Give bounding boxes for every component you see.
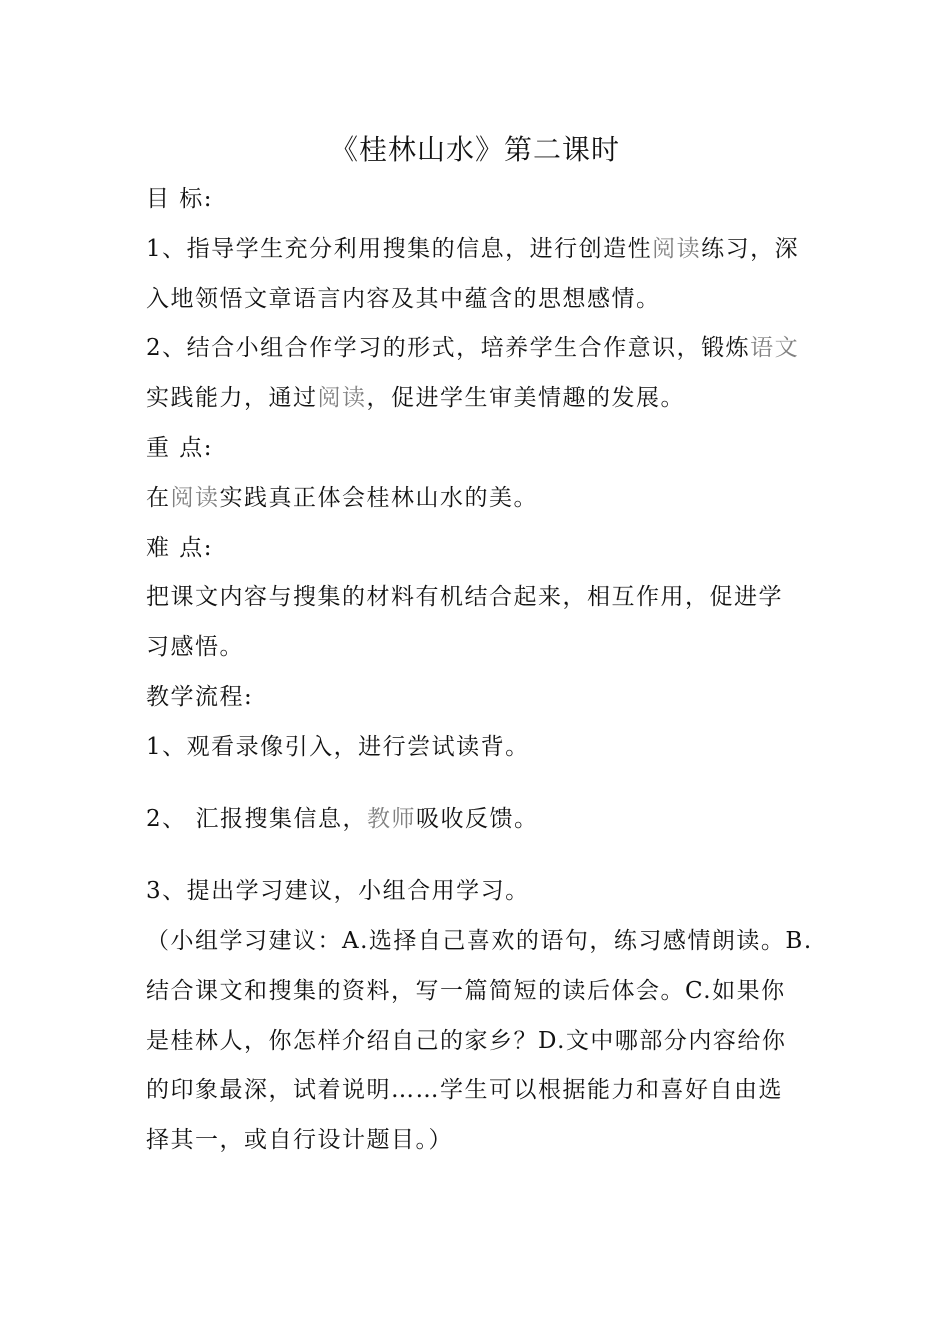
step-3: 3、提出学习建议，小组合用学习。	[146, 878, 530, 904]
teacher-link[interactable]: 教师	[366, 806, 416, 832]
goal-2-line-2	[146, 381, 816, 415]
process-heading: 教学流程:	[146, 684, 254, 710]
goal-2-line-1	[146, 331, 816, 365]
step-2-text-b: 吸收反馈。	[415, 806, 539, 832]
goal-1-text-b: 练习，深	[701, 236, 800, 262]
goal-1-text-a: 1、指导学生充分利用搜集的信息，进行创造性	[146, 236, 653, 262]
suggestion-line-3: 是桂林人，你怎样介绍自己的家乡？D.文中哪部分内容给你	[146, 1028, 787, 1054]
suggestion-line-1: （小组学习建议：A.选择自己喜欢的语句，练习感情朗读。B.	[146, 928, 813, 954]
chinese-subject-link[interactable]: 语文	[750, 335, 800, 361]
goal-2-text-b: 实践能力，通过	[146, 385, 318, 411]
difficulty-line-2: 习感悟。	[146, 634, 244, 660]
goal-heading: 目 标:	[146, 186, 214, 212]
step-2-text-a: 2、 汇报搜集信息，	[146, 806, 367, 832]
difficulty-line-1: 把课文内容与搜集的材料有机结合起来，相互作用，促进学	[146, 584, 783, 610]
goal-1-line-1	[146, 232, 816, 266]
difficulty-heading: 难 点:	[146, 535, 214, 561]
suggestion-line-4: 的印象最深，试着说明……学生可以根据能力和喜好自由选	[146, 1077, 783, 1103]
step-1: 1、观看录像引入，进行尝试读背。	[146, 734, 530, 760]
reading-link[interactable]: 阅读	[652, 236, 702, 262]
key-text-b: 实践真正体会桂林山水的美。	[219, 485, 538, 511]
document-title: 《桂林山水》第二课时	[329, 133, 620, 166]
suggestion-line-5: 择其一，或自行设计题目。）	[146, 1127, 453, 1153]
key-heading: 重 点:	[146, 435, 214, 461]
reading-link[interactable]: 阅读	[170, 485, 220, 511]
key-line	[146, 481, 816, 515]
goal-2-text-a: 2、结合小组合作学习的形式，培养学生合作意识，锻炼	[146, 335, 751, 361]
suggestion-line-2: 结合课文和搜集的资料，写一篇简短的读后体会。C.如果你	[146, 978, 786, 1004]
goal-1-line-2: 入地领悟文章语言内容及其中蕴含的思想感情。	[146, 286, 661, 312]
goal-2-text-c: ，促进学生审美情趣的发展。	[366, 385, 685, 411]
key-text-a: 在	[146, 485, 171, 511]
reading-link[interactable]: 阅读	[317, 385, 367, 411]
step-2	[146, 802, 816, 836]
